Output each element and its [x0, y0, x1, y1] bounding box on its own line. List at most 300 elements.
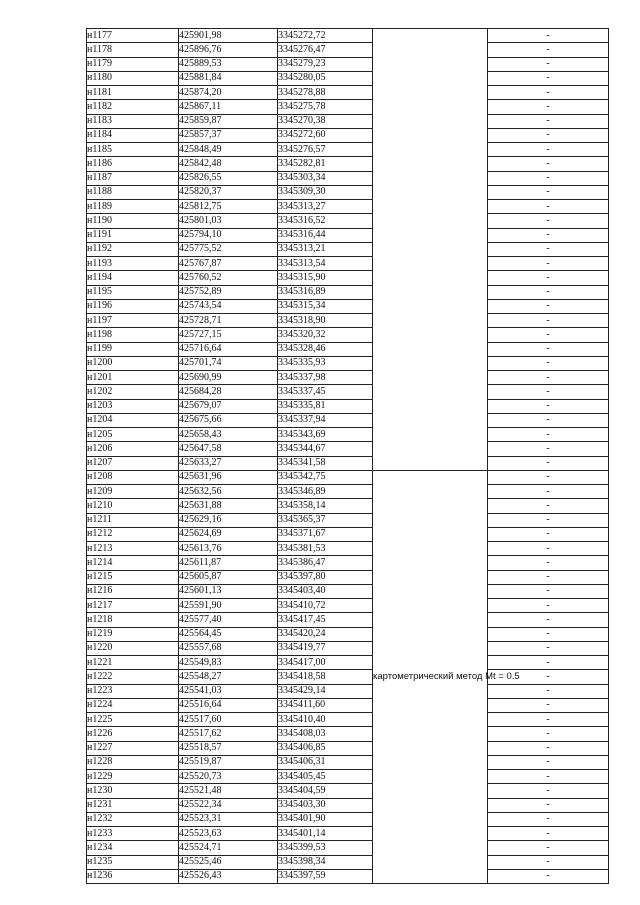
- x-coordinate-cell: 425613,76: [179, 542, 278, 556]
- x-coordinate-cell: 425881,84: [179, 71, 278, 85]
- table-row: [87, 200, 609, 214]
- point-name-cell: н1233: [87, 827, 179, 841]
- point-name-cell: н1181: [87, 86, 179, 100]
- y-coordinate-cell: 3345316,89: [278, 285, 373, 299]
- point-name-cell: н1192: [87, 242, 179, 256]
- x-coordinate-cell: 425826,55: [179, 171, 278, 185]
- y-coordinate-cell: 3345335,93: [278, 356, 373, 370]
- point-name-cell: н1183: [87, 114, 179, 128]
- value-cell: -: [488, 356, 609, 370]
- x-coordinate-cell: 425632,56: [179, 485, 278, 499]
- y-coordinate-cell: 3345403,40: [278, 584, 373, 598]
- method-cell-group-1: [373, 29, 488, 471]
- table-row: [87, 71, 609, 85]
- value-cell: -: [488, 513, 609, 527]
- method-note-cell: картометрический метод Mt = 0.5: [373, 470, 488, 883]
- point-name-cell: н1186: [87, 157, 179, 171]
- point-name-cell: н1228: [87, 755, 179, 769]
- table-row: [87, 770, 609, 784]
- y-coordinate-cell: 3345346,89: [278, 485, 373, 499]
- x-coordinate-cell: 425577,40: [179, 613, 278, 627]
- x-coordinate-cell: 425629,16: [179, 513, 278, 527]
- y-coordinate-cell: 3345417,45: [278, 613, 373, 627]
- y-coordinate-cell: 3345320,32: [278, 328, 373, 342]
- value-cell: -: [488, 713, 609, 727]
- value-cell: -: [488, 171, 609, 185]
- value-cell: -: [488, 641, 609, 655]
- value-cell: -: [488, 214, 609, 228]
- value-cell: -: [488, 470, 609, 484]
- table-row: [87, 513, 609, 527]
- point-name-cell: н1224: [87, 698, 179, 712]
- y-coordinate-cell: 3345313,21: [278, 242, 373, 256]
- y-coordinate-cell: 3345401,90: [278, 812, 373, 826]
- value-cell: -: [488, 86, 609, 100]
- x-coordinate-cell: 425760,52: [179, 271, 278, 285]
- value-cell: -: [488, 128, 609, 142]
- x-coordinate-cell: 425591,90: [179, 599, 278, 613]
- table-row: [87, 727, 609, 741]
- value-cell: -: [488, 613, 609, 627]
- table-row: [87, 684, 609, 698]
- y-coordinate-cell: 3345381,53: [278, 542, 373, 556]
- value-cell: -: [488, 812, 609, 826]
- table-row: [87, 57, 609, 71]
- table-row: [87, 599, 609, 613]
- value-cell: -: [488, 798, 609, 812]
- value-cell: -: [488, 570, 609, 584]
- table-row: [87, 285, 609, 299]
- point-name-cell: н1222: [87, 670, 179, 684]
- value-cell: -: [488, 271, 609, 285]
- point-name-cell: н1200: [87, 356, 179, 370]
- point-name-cell: н1236: [87, 869, 179, 883]
- y-coordinate-cell: 3345318,90: [278, 314, 373, 328]
- y-coordinate-cell: 3345276,57: [278, 143, 373, 157]
- point-name-cell: н1221: [87, 656, 179, 670]
- value-cell: -: [488, 827, 609, 841]
- value-cell: -: [488, 770, 609, 784]
- y-coordinate-cell: 3345313,54: [278, 257, 373, 271]
- x-coordinate-cell: 425549,83: [179, 656, 278, 670]
- table-row: [87, 356, 609, 370]
- point-name-cell: н1202: [87, 385, 179, 399]
- x-coordinate-cell: 425647,58: [179, 442, 278, 456]
- y-coordinate-cell: 3345410,40: [278, 713, 373, 727]
- table-row: [87, 371, 609, 385]
- y-coordinate-cell: 3345341,58: [278, 456, 373, 470]
- y-coordinate-cell: 3345420,24: [278, 627, 373, 641]
- table-row: [87, 257, 609, 271]
- x-coordinate-cell: 425520,73: [179, 770, 278, 784]
- y-coordinate-cell: 3345405,45: [278, 770, 373, 784]
- value-cell: -: [488, 599, 609, 613]
- table-row: [87, 143, 609, 157]
- table-row: [87, 641, 609, 655]
- x-coordinate-cell: 425518,57: [179, 741, 278, 755]
- y-coordinate-cell: 3345315,34: [278, 299, 373, 313]
- point-name-cell: н1201: [87, 371, 179, 385]
- table-row: [87, 456, 609, 470]
- point-name-cell: н1180: [87, 71, 179, 85]
- point-name-cell: н1235: [87, 855, 179, 869]
- point-name-cell: н1216: [87, 584, 179, 598]
- table-row: [87, 556, 609, 570]
- point-name-cell: н1188: [87, 185, 179, 199]
- table-row: [87, 171, 609, 185]
- table-row: [87, 470, 609, 484]
- point-name-cell: н1193: [87, 257, 179, 271]
- value-cell: -: [488, 741, 609, 755]
- x-coordinate-cell: 425874,20: [179, 86, 278, 100]
- value-cell: -: [488, 841, 609, 855]
- x-coordinate-cell: 425633,27: [179, 456, 278, 470]
- table-row: [87, 570, 609, 584]
- point-name-cell: н1178: [87, 43, 179, 57]
- point-name-cell: н1203: [87, 399, 179, 413]
- x-coordinate-cell: 425716,64: [179, 342, 278, 356]
- y-coordinate-cell: 3345337,45: [278, 385, 373, 399]
- table-row: [87, 827, 609, 841]
- y-coordinate-cell: 3345282,81: [278, 157, 373, 171]
- x-coordinate-cell: 425523,63: [179, 827, 278, 841]
- y-coordinate-cell: 3345280,05: [278, 71, 373, 85]
- table-row: [87, 299, 609, 313]
- x-coordinate-cell: 425842,48: [179, 157, 278, 171]
- point-name-cell: н1212: [87, 527, 179, 541]
- x-coordinate-cell: 425767,87: [179, 257, 278, 271]
- value-cell: -: [488, 670, 609, 684]
- value-cell: -: [488, 413, 609, 427]
- y-coordinate-cell: 3345343,69: [278, 428, 373, 442]
- point-name-cell: н1225: [87, 713, 179, 727]
- point-name-cell: н1185: [87, 143, 179, 157]
- x-coordinate-cell: 425727,15: [179, 328, 278, 342]
- table-row: [87, 869, 609, 883]
- value-cell: -: [488, 185, 609, 199]
- value-cell: -: [488, 100, 609, 114]
- table-row: [87, 485, 609, 499]
- y-coordinate-cell: 3345401,14: [278, 827, 373, 841]
- point-name-cell: н1189: [87, 200, 179, 214]
- point-name-cell: н1211: [87, 513, 179, 527]
- x-coordinate-cell: 425564,45: [179, 627, 278, 641]
- y-coordinate-cell: 3345398,34: [278, 855, 373, 869]
- x-coordinate-cell: 425519,87: [179, 755, 278, 769]
- table-row: [87, 100, 609, 114]
- point-name-cell: н1196: [87, 299, 179, 313]
- x-coordinate-cell: 425812,75: [179, 200, 278, 214]
- table-row: [87, 342, 609, 356]
- y-coordinate-cell: 3345397,59: [278, 869, 373, 883]
- y-coordinate-cell: 3345344,67: [278, 442, 373, 456]
- x-coordinate-cell: 425525,46: [179, 855, 278, 869]
- table-row: [87, 228, 609, 242]
- y-coordinate-cell: 3345358,14: [278, 499, 373, 513]
- x-coordinate-cell: 425516,64: [179, 698, 278, 712]
- table-row: [87, 185, 609, 199]
- x-coordinate-cell: 425658,43: [179, 428, 278, 442]
- point-name-cell: н1226: [87, 727, 179, 741]
- point-name-cell: н1229: [87, 770, 179, 784]
- y-coordinate-cell: 3345411,60: [278, 698, 373, 712]
- y-coordinate-cell: 3345419,77: [278, 641, 373, 655]
- x-coordinate-cell: 425690,99: [179, 371, 278, 385]
- y-coordinate-cell: 3345406,85: [278, 741, 373, 755]
- x-coordinate-cell: 425684,28: [179, 385, 278, 399]
- table-row: [87, 613, 609, 627]
- value-cell: -: [488, 869, 609, 883]
- point-name-cell: н1204: [87, 413, 179, 427]
- x-coordinate-cell: 425631,96: [179, 470, 278, 484]
- x-coordinate-cell: 425794,10: [179, 228, 278, 242]
- table-row: [87, 86, 609, 100]
- value-cell: -: [488, 228, 609, 242]
- point-name-cell: н1182: [87, 100, 179, 114]
- value-cell: -: [488, 656, 609, 670]
- x-coordinate-cell: 425901,98: [179, 29, 278, 43]
- x-coordinate-cell: 425728,71: [179, 314, 278, 328]
- value-cell: -: [488, 342, 609, 356]
- y-coordinate-cell: 3345309,30: [278, 185, 373, 199]
- value-cell: -: [488, 442, 609, 456]
- table-row: [87, 784, 609, 798]
- table-row: [87, 271, 609, 285]
- table-row: [87, 442, 609, 456]
- x-coordinate-cell: 425867,11: [179, 100, 278, 114]
- table-row: [87, 798, 609, 812]
- value-cell: -: [488, 385, 609, 399]
- x-coordinate-cell: 425801,03: [179, 214, 278, 228]
- value-cell: -: [488, 456, 609, 470]
- point-name-cell: н1220: [87, 641, 179, 655]
- y-coordinate-cell: 3345279,23: [278, 57, 373, 71]
- point-name-cell: н1191: [87, 228, 179, 242]
- x-coordinate-cell: 425522,34: [179, 798, 278, 812]
- y-coordinate-cell: 3345272,72: [278, 29, 373, 43]
- point-name-cell: н1205: [87, 428, 179, 442]
- point-name-cell: н1234: [87, 841, 179, 855]
- table-row: [87, 627, 609, 641]
- table-row: [87, 656, 609, 670]
- point-name-cell: н1206: [87, 442, 179, 456]
- x-coordinate-cell: 425541,03: [179, 684, 278, 698]
- point-name-cell: н1184: [87, 128, 179, 142]
- y-coordinate-cell: 3345397,80: [278, 570, 373, 584]
- y-coordinate-cell: 3345313,27: [278, 200, 373, 214]
- y-coordinate-cell: 3345276,47: [278, 43, 373, 57]
- table-row: [87, 428, 609, 442]
- value-cell: -: [488, 527, 609, 541]
- y-coordinate-cell: 3345371,67: [278, 527, 373, 541]
- x-coordinate-cell: 425848,49: [179, 143, 278, 157]
- y-coordinate-cell: 3345418,58: [278, 670, 373, 684]
- point-name-cell: н1210: [87, 499, 179, 513]
- table-row: [87, 399, 609, 413]
- x-coordinate-cell: 425557,68: [179, 641, 278, 655]
- x-coordinate-cell: 425859,87: [179, 114, 278, 128]
- y-coordinate-cell: 3345337,98: [278, 371, 373, 385]
- table-row: [87, 812, 609, 826]
- point-name-cell: н1209: [87, 485, 179, 499]
- y-coordinate-cell: 3345270,38: [278, 114, 373, 128]
- point-name-cell: н1195: [87, 285, 179, 299]
- value-cell: -: [488, 584, 609, 598]
- value-cell: -: [488, 143, 609, 157]
- table-row: [87, 413, 609, 427]
- point-name-cell: н1215: [87, 570, 179, 584]
- point-name-cell: н1227: [87, 741, 179, 755]
- y-coordinate-cell: 3345365,37: [278, 513, 373, 527]
- value-cell: -: [488, 200, 609, 214]
- point-name-cell: н1214: [87, 556, 179, 570]
- y-coordinate-cell: 3345342,75: [278, 470, 373, 484]
- table-row: [87, 499, 609, 513]
- x-coordinate-cell: 425701,74: [179, 356, 278, 370]
- table-row: [87, 214, 609, 228]
- value-cell: -: [488, 499, 609, 513]
- point-name-cell: н1198: [87, 328, 179, 342]
- y-coordinate-cell: 3345278,88: [278, 86, 373, 100]
- point-name-cell: н1217: [87, 599, 179, 613]
- y-coordinate-cell: 3345417,00: [278, 656, 373, 670]
- point-name-cell: н1190: [87, 214, 179, 228]
- point-name-cell: н1218: [87, 613, 179, 627]
- table-row: [87, 385, 609, 399]
- value-cell: -: [488, 71, 609, 85]
- x-coordinate-cell: 425523,31: [179, 812, 278, 826]
- value-cell: -: [488, 29, 609, 43]
- point-name-cell: н1230: [87, 784, 179, 798]
- table-row: [87, 157, 609, 171]
- table-row: [87, 855, 609, 869]
- x-coordinate-cell: 425548,27: [179, 670, 278, 684]
- y-coordinate-cell: 3345406,31: [278, 755, 373, 769]
- value-cell: -: [488, 114, 609, 128]
- y-coordinate-cell: 3345386,47: [278, 556, 373, 570]
- value-cell: -: [488, 257, 609, 271]
- table-row: [87, 43, 609, 57]
- x-coordinate-cell: 425605,87: [179, 570, 278, 584]
- x-coordinate-cell: 425624,69: [179, 527, 278, 541]
- value-cell: -: [488, 698, 609, 712]
- value-cell: -: [488, 485, 609, 499]
- value-cell: -: [488, 542, 609, 556]
- coordinates-table: [86, 28, 609, 884]
- x-coordinate-cell: 425524,71: [179, 841, 278, 855]
- table-row: [87, 242, 609, 256]
- y-coordinate-cell: 3345315,90: [278, 271, 373, 285]
- y-coordinate-cell: 3345335,81: [278, 399, 373, 413]
- x-coordinate-cell: 425752,89: [179, 285, 278, 299]
- value-cell: -: [488, 627, 609, 641]
- table-row: [87, 128, 609, 142]
- coordinates-table-body: [87, 29, 609, 884]
- value-cell: -: [488, 399, 609, 413]
- point-name-cell: н1213: [87, 542, 179, 556]
- point-name-cell: н1231: [87, 798, 179, 812]
- x-coordinate-cell: 425517,60: [179, 713, 278, 727]
- table-row: [87, 670, 609, 684]
- table-row: [87, 841, 609, 855]
- value-cell: -: [488, 43, 609, 57]
- y-coordinate-cell: 3345399,53: [278, 841, 373, 855]
- value-cell: -: [488, 755, 609, 769]
- x-coordinate-cell: 425775,52: [179, 242, 278, 256]
- x-coordinate-cell: 425521,48: [179, 784, 278, 798]
- value-cell: -: [488, 684, 609, 698]
- point-name-cell: н1187: [87, 171, 179, 185]
- y-coordinate-cell: 3345404,59: [278, 784, 373, 798]
- value-cell: -: [488, 57, 609, 71]
- point-name-cell: н1232: [87, 812, 179, 826]
- point-name-cell: н1194: [87, 271, 179, 285]
- table-row: [87, 29, 609, 43]
- value-cell: -: [488, 299, 609, 313]
- x-coordinate-cell: 425889,53: [179, 57, 278, 71]
- point-name-cell: н1219: [87, 627, 179, 641]
- x-coordinate-cell: 425896,76: [179, 43, 278, 57]
- y-coordinate-cell: 3345403,30: [278, 798, 373, 812]
- x-coordinate-cell: 425611,87: [179, 556, 278, 570]
- x-coordinate-cell: 425857,37: [179, 128, 278, 142]
- y-coordinate-cell: 3345337,94: [278, 413, 373, 427]
- point-name-cell: н1177: [87, 29, 179, 43]
- x-coordinate-cell: 425631,88: [179, 499, 278, 513]
- value-cell: -: [488, 328, 609, 342]
- value-cell: -: [488, 285, 609, 299]
- table-row: [87, 741, 609, 755]
- y-coordinate-cell: 3345429,14: [278, 684, 373, 698]
- value-cell: -: [488, 157, 609, 171]
- value-cell: -: [488, 784, 609, 798]
- value-cell: -: [488, 371, 609, 385]
- point-name-cell: н1223: [87, 684, 179, 698]
- y-coordinate-cell: 3345316,52: [278, 214, 373, 228]
- table-row: [87, 114, 609, 128]
- point-name-cell: н1207: [87, 456, 179, 470]
- table-row: [87, 328, 609, 342]
- table-row: [87, 542, 609, 556]
- value-cell: -: [488, 242, 609, 256]
- value-cell: -: [488, 727, 609, 741]
- table-row: [87, 713, 609, 727]
- x-coordinate-cell: 425601,13: [179, 584, 278, 598]
- point-name-cell: н1179: [87, 57, 179, 71]
- y-coordinate-cell: 3345408,03: [278, 727, 373, 741]
- table-row: [87, 755, 609, 769]
- x-coordinate-cell: 425679,07: [179, 399, 278, 413]
- y-coordinate-cell: 3345328,46: [278, 342, 373, 356]
- x-coordinate-cell: 425743,54: [179, 299, 278, 313]
- value-cell: -: [488, 314, 609, 328]
- x-coordinate-cell: 425526,43: [179, 869, 278, 883]
- table-row: [87, 698, 609, 712]
- y-coordinate-cell: 3345303,34: [278, 171, 373, 185]
- x-coordinate-cell: 425820,37: [179, 185, 278, 199]
- y-coordinate-cell: 3345410,72: [278, 599, 373, 613]
- y-coordinate-cell: 3345275,78: [278, 100, 373, 114]
- point-name-cell: н1199: [87, 342, 179, 356]
- table-row: [87, 584, 609, 598]
- point-name-cell: н1197: [87, 314, 179, 328]
- table-row: [87, 527, 609, 541]
- value-cell: -: [488, 855, 609, 869]
- value-cell: -: [488, 556, 609, 570]
- y-coordinate-cell: 3345316,44: [278, 228, 373, 242]
- value-cell: -: [488, 428, 609, 442]
- x-coordinate-cell: 425675,66: [179, 413, 278, 427]
